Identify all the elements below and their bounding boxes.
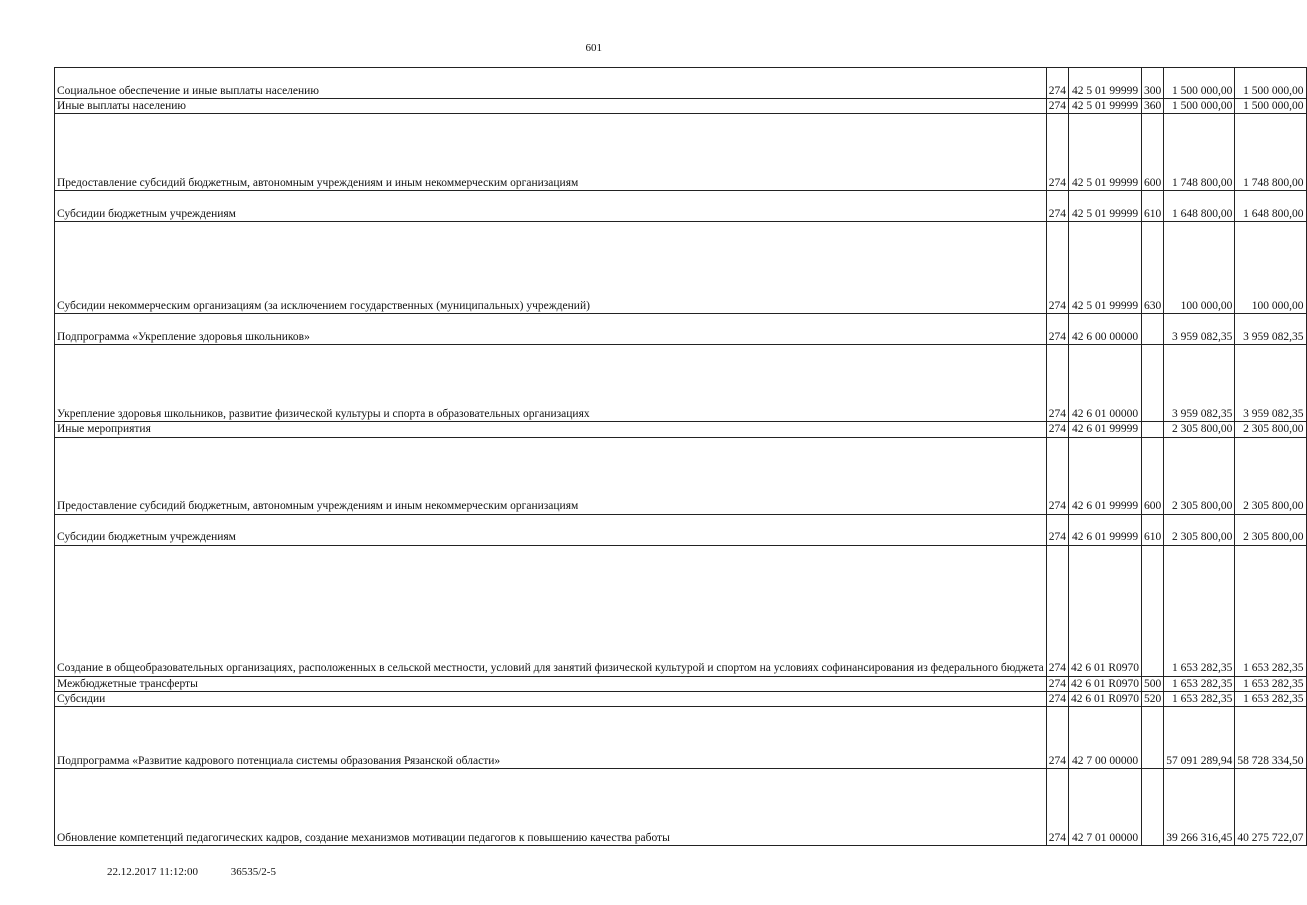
table-row — [55, 345, 1307, 422]
table-row — [55, 191, 1307, 222]
row-sum-year1: 57 091 289,94 — [1164, 707, 1235, 769]
table-row — [55, 222, 1307, 314]
row-expense-type: 500 — [1142, 676, 1164, 691]
row-expense-type: 360 — [1142, 99, 1164, 114]
row-sum-year2: 2 305 800,00 — [1235, 437, 1306, 514]
row-admin-code: 274 — [1046, 707, 1068, 769]
row-name: Предоставление субсидий бюджетным, автономным учреждениям и иным некоммерческим организациям — [55, 437, 1047, 514]
row-target-code: 42 5 01 99999 — [1069, 191, 1142, 222]
row-expense-type: 630 — [1142, 222, 1164, 314]
row-name: Подпрограмма «Развитие кадрового потенциала системы образования Рязанской области» — [55, 707, 1047, 769]
row-sum-year2: 1 653 282,35 — [1235, 545, 1306, 676]
row-target-code: 42 6 01 R0970 — [1069, 676, 1142, 691]
row-sum-year2: 1 653 282,35 — [1235, 691, 1306, 706]
footer — [107, 866, 306, 878]
row-admin-code: 274 — [1046, 191, 1068, 222]
row-sum-year1: 2 305 800,00 — [1164, 437, 1235, 514]
row-sum-year1: 2 305 800,00 — [1164, 514, 1235, 545]
page-number: 601 — [585, 42, 602, 54]
row-admin-code: 274 — [1046, 422, 1068, 437]
row-name: Субсидии — [55, 691, 1047, 706]
table-row — [55, 314, 1307, 345]
row-name: Иные выплаты населению — [55, 99, 1047, 114]
row-admin-code: 274 — [1046, 545, 1068, 676]
row-expense-type: 610 — [1142, 191, 1164, 222]
row-admin-code: 274 — [1046, 345, 1068, 422]
row-target-code: 42 5 01 99999 — [1069, 68, 1142, 99]
row-admin-code: 274 — [1046, 691, 1068, 706]
row-sum-year1: 1 653 282,35 — [1164, 545, 1235, 676]
row-sum-year1: 100 000,00 — [1164, 222, 1235, 314]
row-sum-year2: 40 275 722,07 — [1235, 769, 1306, 846]
row-sum-year2: 2 305 800,00 — [1235, 422, 1306, 437]
row-sum-year2: 1 648 800,00 — [1235, 191, 1306, 222]
row-admin-code: 274 — [1046, 769, 1068, 846]
row-sum-year2: 3 959 082,35 — [1235, 345, 1306, 422]
row-target-code: 42 5 01 99999 — [1069, 99, 1142, 114]
row-sum-year2: 1 653 282,35 — [1235, 676, 1306, 691]
row-sum-year2: 58 728 334,50 — [1235, 707, 1306, 769]
row-expense-type: 600 — [1142, 114, 1164, 191]
row-expense-type — [1142, 707, 1164, 769]
row-name: Субсидии некоммерческим организациям (за исключением государственных (муниципальных) учреждений) — [55, 222, 1047, 314]
row-expense-type: 300 — [1142, 68, 1164, 99]
table-row — [55, 99, 1307, 114]
row-name: Субсидии бюджетным учреждениям — [55, 191, 1047, 222]
row-admin-code: 274 — [1046, 68, 1068, 99]
row-target-code: 42 6 01 99999 — [1069, 437, 1142, 514]
row-target-code: 42 7 00 00000 — [1069, 707, 1142, 769]
row-admin-code: 274 — [1046, 114, 1068, 191]
table-row — [55, 68, 1307, 99]
row-name: Межбюджетные трансферты — [55, 676, 1047, 691]
row-admin-code: 274 — [1046, 222, 1068, 314]
row-sum-year1: 1 648 800,00 — [1164, 191, 1235, 222]
row-sum-year1: 1 748 800,00 — [1164, 114, 1235, 191]
row-sum-year1: 3 959 082,35 — [1164, 314, 1235, 345]
table-row — [55, 437, 1307, 514]
row-expense-type — [1142, 769, 1164, 846]
row-name: Обновление компетенций педагогических кадров, создание механизмов мотивации педагогов к повышению качества работы — [55, 769, 1047, 846]
row-name: Социальное обеспечение и иные выплаты населению — [55, 68, 1047, 99]
row-sum-year1: 2 305 800,00 — [1164, 422, 1235, 437]
row-name: Укрепление здоровья школьников, развитие физической культуры и спорта в образовательных организациях — [55, 345, 1047, 422]
row-admin-code: 274 — [1046, 314, 1068, 345]
table-row — [55, 422, 1307, 437]
row-expense-type — [1142, 545, 1164, 676]
row-target-code: 42 6 01 R0970 — [1069, 545, 1142, 676]
row-name: Иные мероприятия — [55, 422, 1047, 437]
row-admin-code: 274 — [1046, 676, 1068, 691]
row-name: Создание в общеобразовательных организациях, расположенных в сельской местности, условий для занятий физической культурой и спортом на условиях софинансирования из федерального бюджета — [55, 545, 1047, 676]
row-expense-type — [1142, 422, 1164, 437]
row-sum-year2: 1 500 000,00 — [1235, 68, 1306, 99]
row-target-code: 42 5 01 99999 — [1069, 114, 1142, 191]
table-row — [55, 114, 1307, 191]
row-name: Подпрограмма «Укрепление здоровья школьников» — [55, 314, 1047, 345]
table-row — [55, 769, 1307, 846]
row-sum-year1: 1 653 282,35 — [1164, 691, 1235, 706]
row-sum-year1: 39 266 316,45 — [1164, 769, 1235, 846]
row-expense-type — [1142, 314, 1164, 345]
row-sum-year1: 1 653 282,35 — [1164, 676, 1235, 691]
row-target-code: 42 6 00 00000 — [1069, 314, 1142, 345]
row-target-code: 42 6 01 00000 — [1069, 345, 1142, 422]
table-row — [55, 676, 1307, 691]
table-row — [55, 691, 1307, 706]
row-admin-code: 274 — [1046, 514, 1068, 545]
row-sum-year2: 1 748 800,00 — [1235, 114, 1306, 191]
row-expense-type: 520 — [1142, 691, 1164, 706]
row-target-code: 42 6 01 99999 — [1069, 422, 1142, 437]
row-target-code: 42 6 01 R0970 — [1069, 691, 1142, 706]
footer-doc-code: 36535/2-5 — [230, 866, 276, 878]
budget-table — [54, 67, 1307, 846]
row-target-code: 42 7 01 00000 — [1069, 769, 1142, 846]
row-name: Субсидии бюджетным учреждениям — [55, 514, 1047, 545]
row-sum-year2: 3 959 082,35 — [1235, 314, 1306, 345]
row-sum-year2: 1 500 000,00 — [1235, 99, 1306, 114]
row-sum-year1: 1 500 000,00 — [1164, 99, 1235, 114]
row-target-code: 42 5 01 99999 — [1069, 222, 1142, 314]
row-expense-type: 600 — [1142, 437, 1164, 514]
row-sum-year1: 3 959 082,35 — [1164, 345, 1235, 422]
row-target-code: 42 6 01 99999 — [1069, 514, 1142, 545]
row-admin-code: 274 — [1046, 437, 1068, 514]
row-name: Предоставление субсидий бюджетным, автономным учреждениям и иным некоммерческим организациям — [55, 114, 1047, 191]
footer-datetime: 22.12.2017 11:12:00 — [107, 866, 198, 878]
table-row — [55, 514, 1307, 545]
row-sum-year1: 1 500 000,00 — [1164, 68, 1235, 99]
row-admin-code: 274 — [1046, 99, 1068, 114]
row-sum-year2: 100 000,00 — [1235, 222, 1306, 314]
row-sum-year2: 2 305 800,00 — [1235, 514, 1306, 545]
table-row — [55, 707, 1307, 769]
row-expense-type: 610 — [1142, 514, 1164, 545]
row-expense-type — [1142, 345, 1164, 422]
table-row — [55, 545, 1307, 676]
